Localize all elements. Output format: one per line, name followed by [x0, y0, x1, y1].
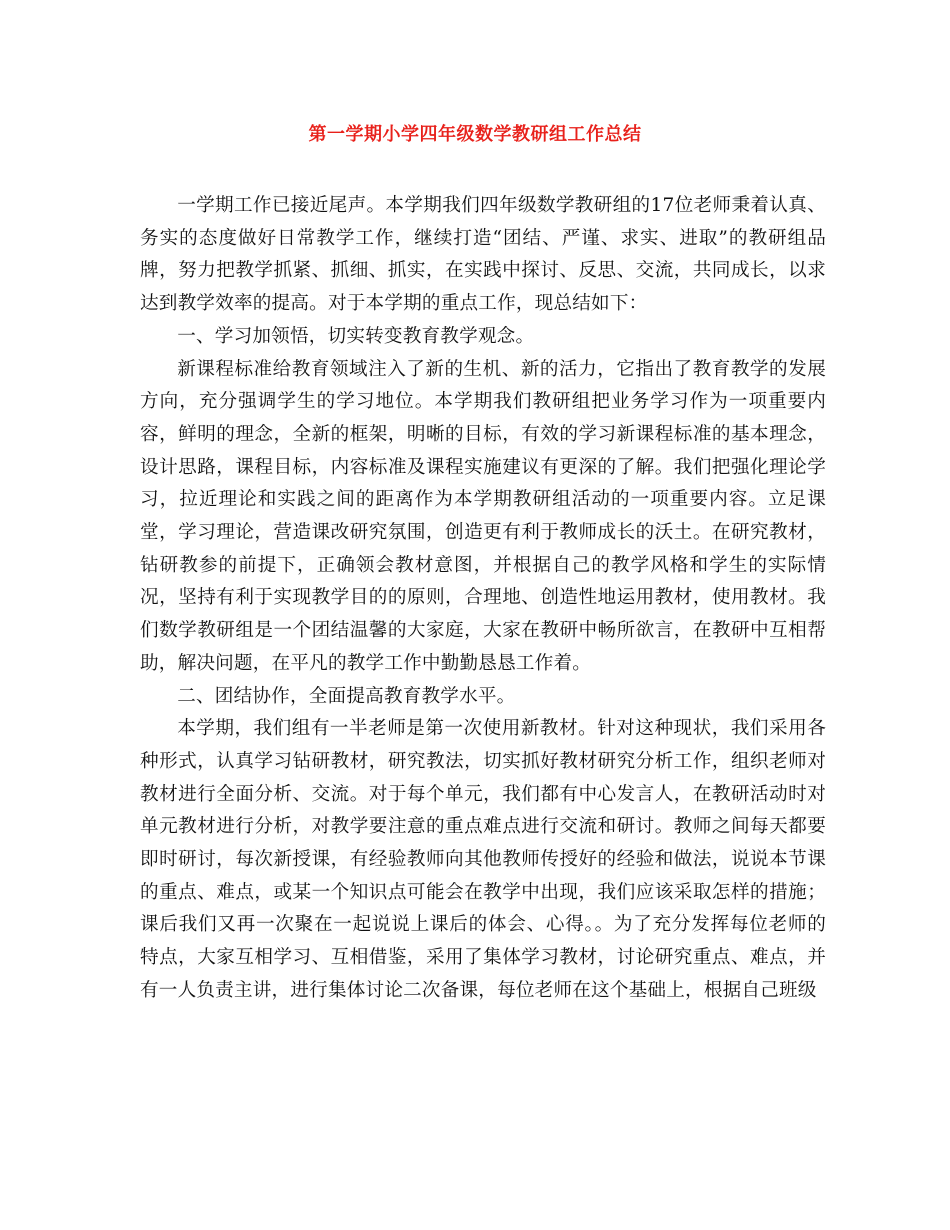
- document-title: 第一学期小学四年级数学教研组工作总结: [308, 124, 642, 145]
- paragraph-section-2: 本学期，我们组有一半老师是第一次使用新教材。针对这种现状，我们采用各种形式，认真学习钻研教材，研究教法，切实抓好教材研究分析工作，组织老师对教材进行全面分析、交流。对于每个单元，我们都有中心发言人，在教研活动时对单元教材进行分析，对教学要注意的重点难点进行交流和研讨。教师之间每天都要即时研讨，每次新授课，有经验教师向其他教师传授好的经验和做法，说说本节课的重点、难点，或某一个知识点可能会在教学中出现，我们应该采取怎样的措施；课后我们又再一次聚在一起说说上课后的体会、心得。。为了充分发挥每位老师的特点，大家互相学习、互相借鉴，采用了集体学习教材，讨论研究重点、难点，并有一人负责主讲，进行集体讨论二次备课，每位老师在这个基础上，根据自己班级: [140, 718, 826, 1001]
- section-heading-2: 二、团结协作，全面提高教育教学水平。: [177, 685, 516, 707]
- paragraph-section-1: 新课程标准给教育领域注入了新的生机、新的活力，它指出了教育教学的发展方向，充分强调学生的学习地位。本学期我们教研组把业务学习作为一项重要内容，鲜明的理念，全新的框架，明晰的目标，有效的学习新课程标准的基本理念，设计思路，课程目标，内容标准及课程实施建议有更深的了解。我们把强化理论学习，拉近理论和实践之间的距离作为本学期教研组活动的一项重要内容。立足课堂，学习理论，营造课改研究氛围，创造更有利于教师成长的沃土。在研究教材，钻研教参的前提下，正确领会教材意图，并根据自己的教学风格和学生的实际情况，坚持有利于实现教学目的的原则，合理地、创造性地运用教材，使用教材。我们数学教研组是一个团结温馨的大家庭，大家在教研中畅所欲言，在教研中互相帮助，解决问题，在平凡的教学工作中勤勤恳恳工作着。: [140, 358, 826, 674]
- document-body: [140, 190, 826, 1008]
- section-heading-1: 一、学习加领悟，切实转变教育教学观念。: [177, 325, 535, 347]
- paragraph-intro: 一学期工作已接近尾声。本学期我们四年级数学教研组的17位老师秉着认真、务实的态度做好日常教学工作，继续打造“团结、严谨、求实、进取”的教研组品牌，努力把教学抓紧、抓细、抓实，在实践中探讨、反思、交流，共同成长，以求达到教学效率的提高。对于本学期的重点工作，现总结如下：: [140, 195, 826, 315]
